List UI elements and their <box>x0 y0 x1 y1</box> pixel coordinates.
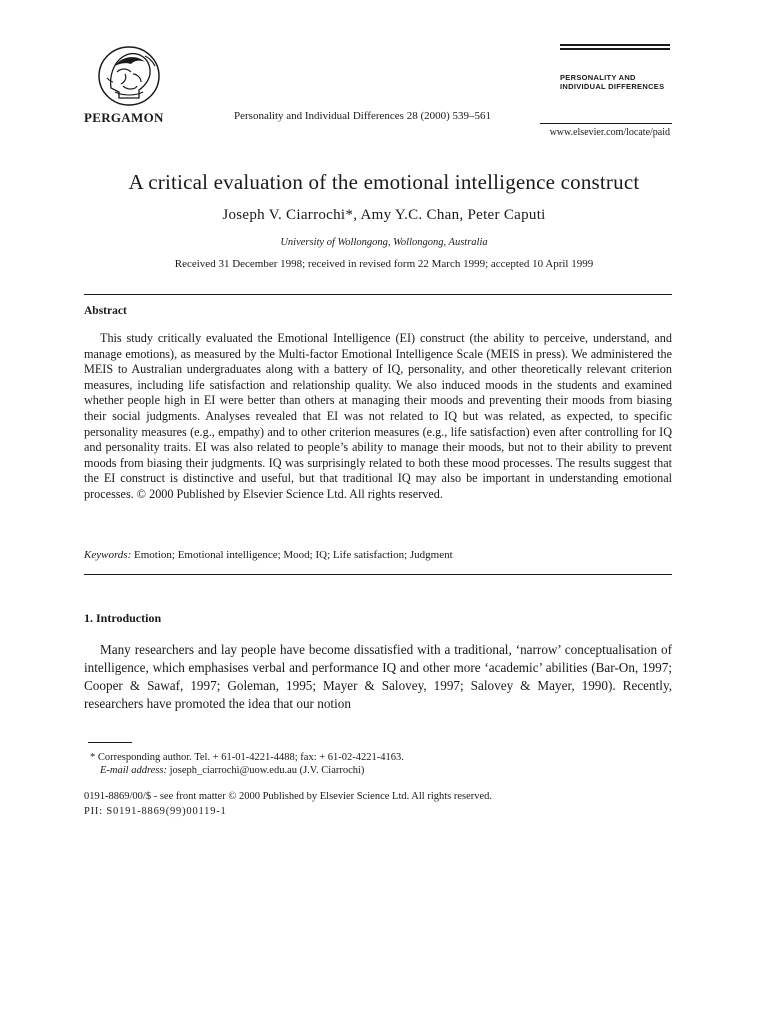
journal-url[interactable]: www.elsevier.com/locate/paid <box>549 127 670 138</box>
journal-name <box>560 73 664 91</box>
masthead-rule-top <box>560 44 670 46</box>
journal-citation: Personality and Individual Differences 28 (2000) 539–561 <box>234 110 492 122</box>
pergamon-logo <box>95 44 163 108</box>
email-footnote <box>100 765 364 776</box>
email-address[interactable]: joseph_ciarrochi@uow.edu.au (J.V. Ciarrochi) <box>169 765 365 776</box>
journal-name-line1: PERSONALITY AND <box>560 73 636 82</box>
received-dates: Received 31 December 1998; received in revised form 22 March 1999; accepted 10 April 1999 <box>174 258 594 270</box>
article-title: A critical evaluation of the emotional intelligence construct <box>128 170 640 194</box>
abstract-top-rule <box>84 294 672 295</box>
keywords-list: Emotion; Emotional intelligence; Mood; IQ; Life satisfaction; Judgment <box>134 549 453 561</box>
pii-line: PII: S0191-8869(99)00119-1 <box>84 806 227 817</box>
abstract-bottom-rule <box>84 574 672 575</box>
abstract-text: This study critically evaluated the Emotional Intelligence (EI) construct (the ability to perceive, understand, and manage emotions), as measured by the Multi-factor Emotional Intelligence Scale (MEIS in press). We administered the MEIS to Australian undergraduates along with a battery of IQ, personality, and other theoretically relevant criterion measures, including life satisfaction and relationship quality. We also induced moods in the students and examined whether people high in EI were better than others at managing their moods and preventing their moods from biasing their social judgments. Analyses revealed that EI was not related to IQ but was related, as expected, to specific personality measures (e.g., empathy) and to other criterion measures (e.g., life satisfaction) even after controlling for IQ and personality traits. EI was also related to people’s ability to manage their moods, but not to their ability to prevent moods from biasing their judgments. IQ was surprisingly related to both these mood processes. The results suggest that the EI construct is distinctive and useful, but that traditional IQ may also be important in understanding emotional processes. © 2000 Published by Elsevier Science Ltd. All rights reserved. <box>84 331 672 501</box>
article-authors: Joseph V. Ciarrochi*, Amy Y.C. Chan, Peter Caputi <box>222 207 546 223</box>
email-label: E-mail address: <box>100 765 167 776</box>
masthead-rule-bottom <box>560 48 670 50</box>
footnote-rule <box>88 742 132 743</box>
copyright-line: 0191-8869/00/$ - see front matter © 2000 Published by Elsevier Science Ltd. All rights reserved. <box>84 791 493 802</box>
keywords-line <box>84 549 453 561</box>
header-rule <box>540 123 672 124</box>
introduction-text: Many researchers and lay people have become dissatisfied with a traditional, ‘narrow’ conceptualisation of intelligence, which emphasises verbal and performance IQ and other more ‘academic’ abilities (Bar-On, 1997; Cooper & Sawaf, 1997; Goleman, 1995; Mayer & Salovey, 1997; Salovey & Mayer, 1990). Recently, researchers have promoted the idea that our notion <box>84 642 672 711</box>
keywords-label: Keywords: <box>84 549 132 561</box>
author-affiliation: University of Wollongong, Wollongong, Australia <box>280 237 488 248</box>
section-heading-introduction: 1. Introduction <box>84 611 162 625</box>
corresponding-author-footnote: * Corresponding author. Tel. + 61-01-4221-4488; fax: + 61-02-4221-4163. <box>90 752 404 763</box>
publisher-name: PERGAMON <box>84 110 164 125</box>
journal-name-line2: INDIVIDUAL DIFFERENCES <box>560 82 665 91</box>
abstract-heading: Abstract <box>84 305 127 317</box>
